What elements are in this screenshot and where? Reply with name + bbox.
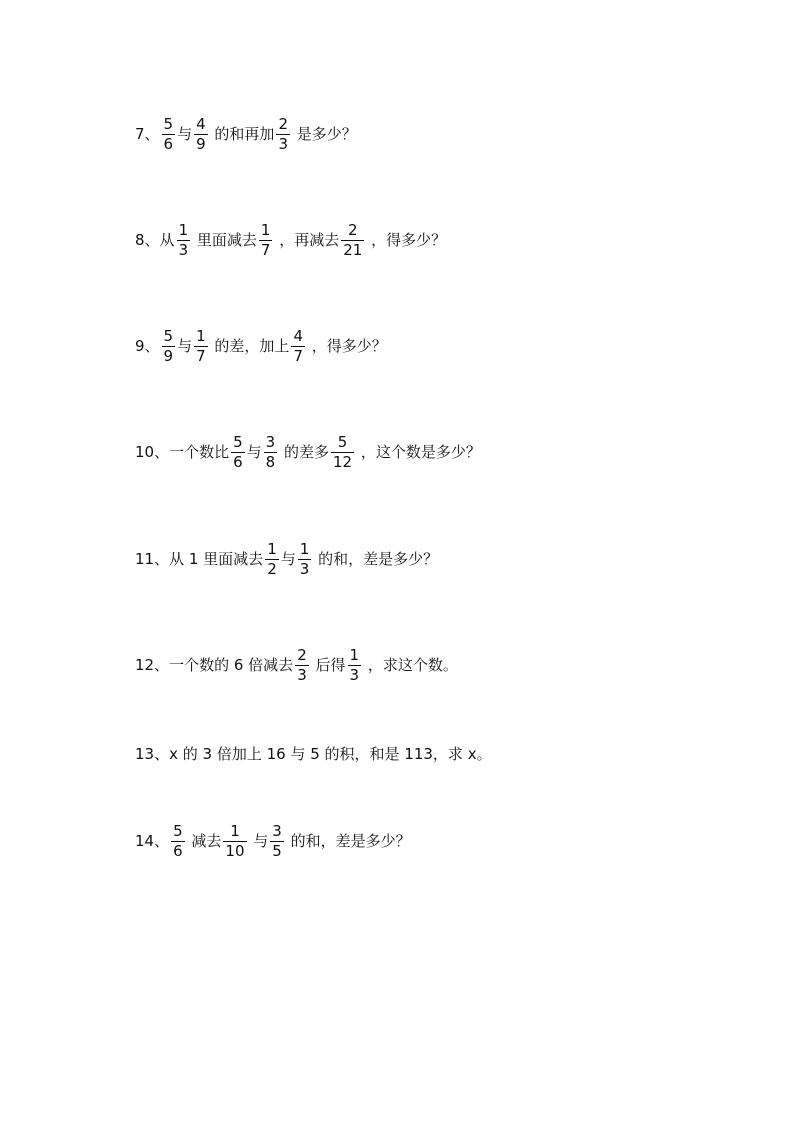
problem-text: ，得多少？	[306, 337, 387, 355]
problem-text: 一个数的 6 倍减去	[169, 656, 294, 674]
problem-text: x 的 3 倍加上 16 与 5 的积，和是 113，求 x。	[169, 745, 492, 763]
problem-text: 减去	[186, 832, 222, 850]
fraction	[162, 327, 176, 366]
fraction	[298, 540, 312, 579]
fraction-numerator: 2	[347, 220, 358, 239]
fraction-numerator: 4	[293, 326, 303, 345]
fraction-denominator: 3	[278, 134, 288, 153]
fraction-numerator: 5	[163, 326, 174, 345]
problem-number: 13、	[135, 745, 170, 763]
fraction-denominator: 6	[163, 134, 174, 153]
fraction-numerator: 3	[272, 821, 282, 840]
problem-10	[135, 424, 481, 480]
fraction-numerator: 1	[349, 645, 360, 664]
problem-text: 从 1 里面减去	[169, 550, 264, 568]
fraction-numerator: 1	[196, 326, 206, 345]
fraction-denominator: 21	[343, 240, 363, 259]
problem-number: 12、	[135, 656, 170, 674]
fraction	[162, 115, 176, 154]
problem-number: 10、	[135, 443, 170, 461]
problem-12	[135, 637, 458, 693]
problem-number: 11、	[135, 550, 170, 568]
problem-text: 后得	[310, 656, 346, 674]
fraction	[259, 221, 273, 260]
problem-number: 7、	[135, 125, 160, 143]
fraction-denominator: 7	[196, 346, 206, 365]
fraction-numerator: 1	[230, 821, 240, 840]
fraction	[276, 115, 290, 154]
fraction	[295, 646, 309, 685]
problem-text: 从	[159, 231, 175, 249]
problem-text: 是多少？	[291, 125, 357, 143]
problem-11	[135, 531, 438, 587]
fraction-denominator: 6	[233, 452, 243, 471]
problem-text: ，得多少？	[366, 231, 447, 249]
fraction-denominator: 7	[260, 240, 271, 259]
fraction-numerator: 1	[178, 220, 189, 239]
fraction-denominator: 9	[163, 346, 174, 365]
fraction-denominator: 6	[173, 841, 183, 860]
problem-text: 的差多	[279, 443, 329, 461]
fraction	[270, 822, 284, 861]
problem-number: 8、	[135, 231, 160, 249]
problem-text: 与	[246, 443, 262, 461]
problem-text: 与	[177, 337, 193, 355]
problem-8	[135, 212, 446, 268]
problem-text: 与	[280, 550, 296, 568]
fraction-numerator: 5	[337, 432, 348, 451]
fraction	[291, 327, 305, 366]
fraction-denominator: 10	[225, 841, 245, 860]
problem-text: 与	[248, 832, 269, 850]
fraction-denominator: 5	[272, 841, 282, 860]
fraction	[231, 433, 245, 472]
fraction	[265, 540, 279, 579]
fraction	[194, 115, 208, 154]
fraction-numerator: 4	[196, 114, 206, 133]
problem-9	[135, 318, 387, 374]
fraction-denominator: 7	[293, 346, 303, 365]
fraction-denominator: 3	[297, 665, 307, 684]
problem-number: 9、	[135, 337, 160, 355]
fraction	[331, 433, 354, 472]
problem-text: 里面减去	[192, 231, 257, 249]
fraction	[341, 221, 364, 260]
problem-number: 14、	[135, 832, 170, 850]
fraction-numerator: 2	[297, 645, 307, 664]
fraction-denominator: 12	[333, 452, 353, 471]
problem-text: 一个数比	[169, 443, 230, 461]
fraction-numerator: 1	[267, 539, 277, 558]
fraction-denominator: 3	[349, 665, 360, 684]
problem-14	[135, 813, 411, 869]
fraction	[348, 646, 362, 685]
fraction-denominator: 2	[267, 559, 277, 578]
fraction-numerator: 5	[173, 821, 183, 840]
fraction-denominator: 3	[178, 240, 189, 259]
problem-text: ，再减去	[274, 231, 340, 249]
fraction	[194, 327, 208, 366]
problem-7	[135, 106, 357, 162]
problem-text: ，这个数是多少？	[356, 443, 481, 461]
fraction	[177, 221, 191, 260]
fraction-denominator: 9	[196, 134, 206, 153]
problem-text: 与	[177, 125, 193, 143]
fraction	[264, 433, 278, 472]
problem-text: 的和，差是多少？	[285, 832, 411, 850]
problem-text: ，求这个数。	[363, 656, 458, 674]
fraction-numerator: 1	[299, 539, 310, 558]
problem-text: 的差，加上	[209, 337, 290, 355]
fraction-numerator: 5	[233, 432, 243, 451]
problem-text: 的和，差是多少？	[313, 550, 439, 568]
problem-13	[135, 726, 492, 782]
fraction-denominator: 8	[265, 452, 276, 471]
fraction	[171, 822, 185, 861]
fraction	[223, 822, 246, 861]
fraction-denominator: 3	[299, 559, 310, 578]
problem-text: 的和再加	[209, 125, 275, 143]
fraction-numerator: 2	[278, 114, 288, 133]
fraction-numerator: 1	[260, 220, 271, 239]
fraction-numerator: 3	[265, 432, 276, 451]
fraction-numerator: 5	[163, 114, 174, 133]
